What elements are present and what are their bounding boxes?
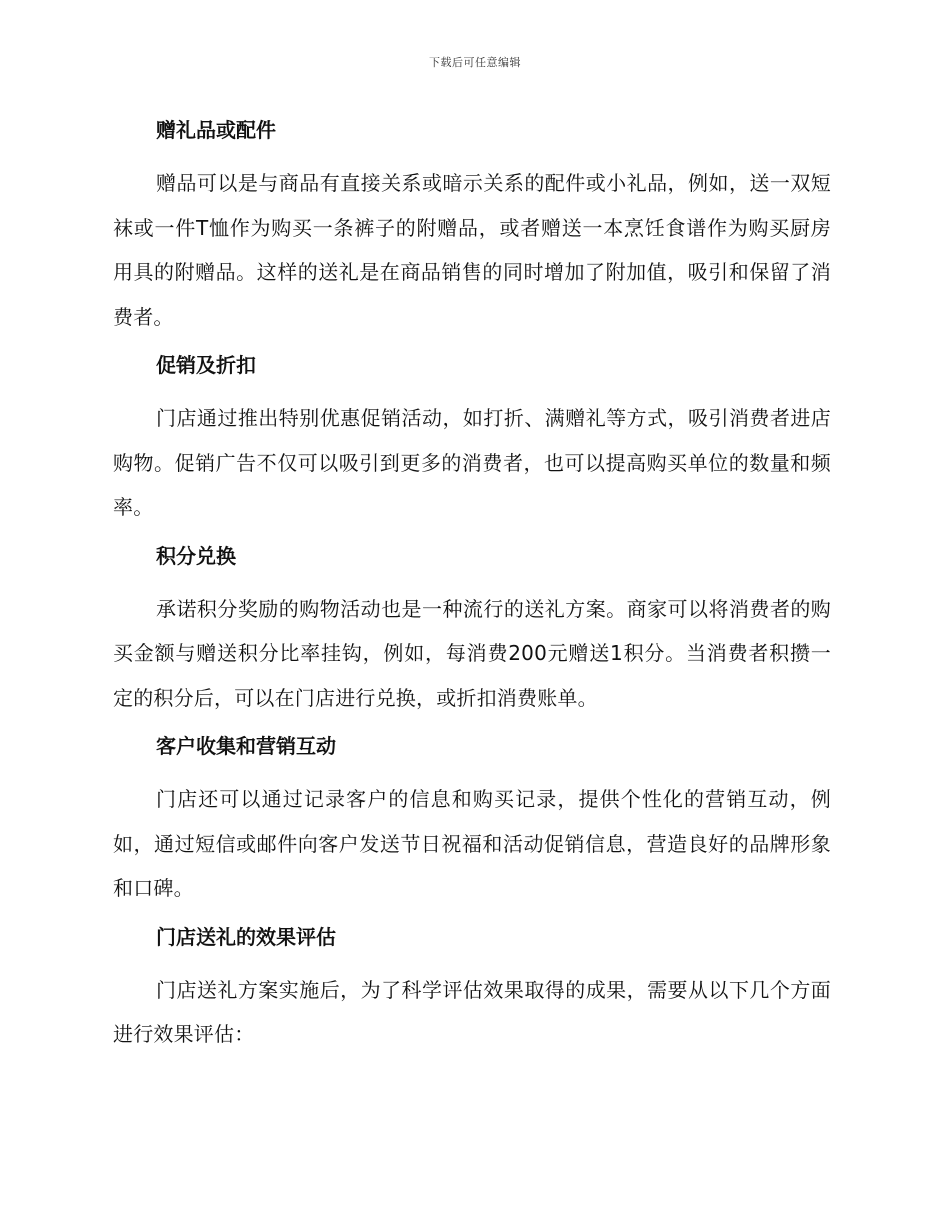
page-header-note: 下载后可任意编辑 [429, 56, 521, 69]
section-heading: 客户收集和营销互动 [156, 734, 336, 758]
section-effect-evaluation [113, 919, 831, 1057]
section-paragraph: 门店送礼方案实施后，为了科学评估效果取得的成果，需要从以下几个方面进行效果评估： [113, 977, 831, 1046]
section-heading: 促销及折扣 [156, 353, 256, 377]
document-body [113, 112, 831, 1065]
section-heading: 赠礼品或配件 [156, 118, 276, 142]
section-gifts-accessories [113, 112, 831, 339]
section-promotion-discount [113, 347, 831, 530]
section-paragraph: 承诺积分奖励的购物活动也是一种流行的送礼方案。商家可以将消费者的购买金额与赠送积分比率挂钩，例如，每消费200元赠送1积分。当消费者积攒一定的积分后，可以在门店进行兑换，或折扣消费账单。 [113, 596, 831, 710]
section-heading: 门店送礼的效果评估 [156, 924, 336, 949]
section-customer-marketing [113, 728, 831, 911]
section-paragraph: 门店通过推出特别优惠促销活动，如打折、满赠礼等方式，吸引消费者进店购物。促销广告不仅可以吸引到更多的消费者，也可以提高购买单位的数量和频率。 [113, 406, 831, 519]
section-heading: 积分兑换 [156, 543, 236, 568]
section-paragraph: 门店还可以通过记录客户的信息和购买记录，提供个性化的营销互动，例如，通过短信或邮件向客户发送节日祝福和活动促销信息，营造良好的品牌形象和口碑。 [113, 787, 831, 900]
section-points-exchange [113, 538, 831, 721]
section-paragraph: 赠品可以是与商品有直接关系或暗示关系的配件或小礼品，例如，送一双短袜或一件T恤作为购买一条裤子的附赠品，或者赠送一本烹饪食谱作为购买厨房用具的附赠品。这样的送礼是在商品销售的同时增加了附加值，吸引和保留了消费者。 [113, 171, 831, 329]
